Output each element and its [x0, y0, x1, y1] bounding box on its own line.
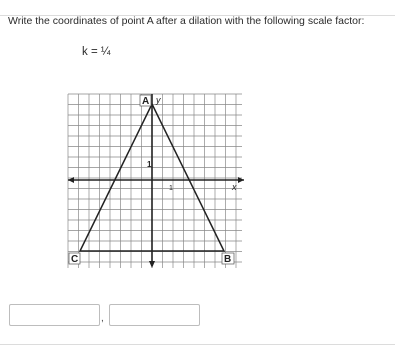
y-tick-label: 1 [147, 160, 152, 169]
question-prompt: Write the coordinates of point A after a dilation with the following scale factor: [8, 15, 365, 27]
grid-lines [68, 94, 242, 268]
y-axis-label: y [156, 95, 161, 105]
answer-y-input[interactable] [109, 304, 200, 326]
y-axis-arrow-down [149, 261, 155, 268]
x-tick-label: 1 [169, 185, 173, 192]
answer-x-input[interactable] [9, 304, 100, 326]
point-b-label: B [224, 254, 232, 265]
point-a-label: A [142, 96, 150, 107]
x-axis-label: x [232, 182, 237, 192]
coordinate-separator: , [101, 313, 104, 324]
point-c-label: C [71, 254, 79, 265]
coordinate-graph [66, 92, 246, 272]
scale-factor-label: k = ¼ [82, 46, 111, 58]
